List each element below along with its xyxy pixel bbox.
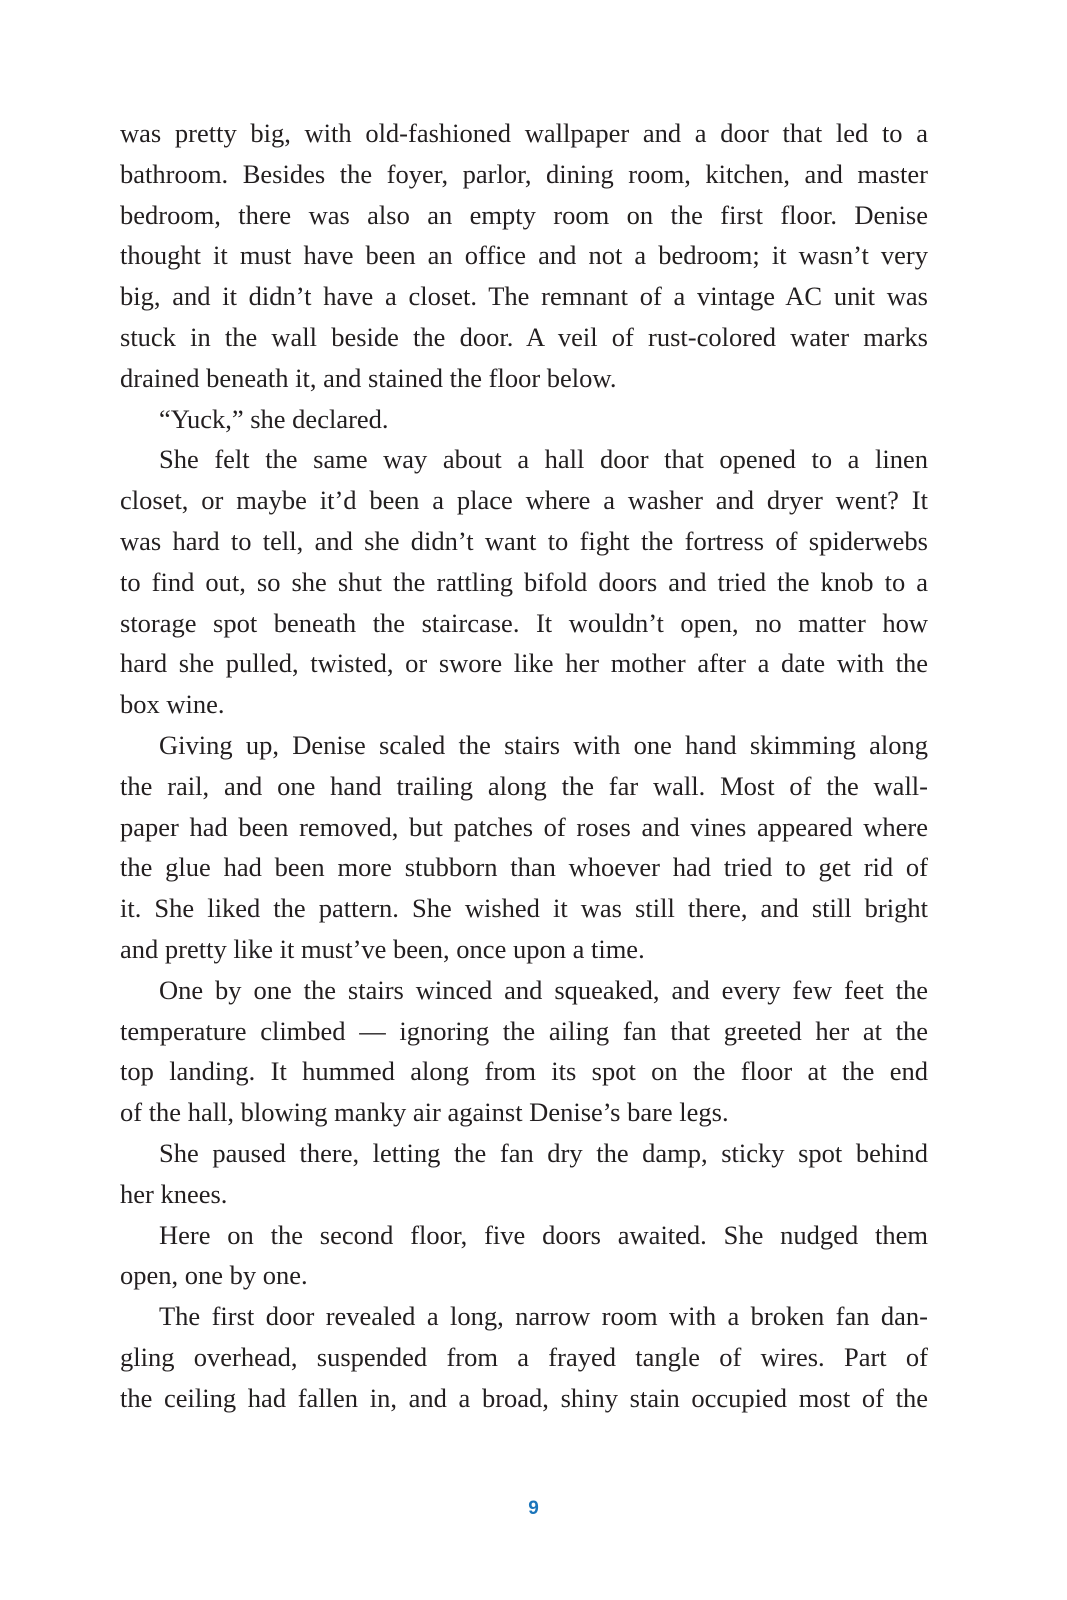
text-line: was hard to tell, and she didn’t want to fight the fortress of spiderwebs (120, 525, 928, 556)
text-line: it. She liked the pattern. She wished it was still there, and still bright (120, 893, 928, 924)
text-line: her knees. (120, 1178, 228, 1209)
text-line: was pretty big, with old-fashioned wallpaper and a door that led to a (120, 118, 928, 148)
text-line: the glue had been more stubborn than whoever had tried to get rid of (120, 852, 928, 883)
text-line: gling overhead, suspended from a frayed tangle of wires. Part of (120, 1341, 928, 1372)
text-line: stuck in the wall beside the door. A veil of rust-colored water marks (120, 321, 928, 352)
text-line: to find out, so she shut the rattling bifold doors and tried the knob to a (120, 566, 928, 597)
page-number: 9 (528, 1498, 539, 1519)
text-line: bedroom, there was also an empty room on the first floor. Denise (120, 199, 928, 230)
text-line: open, one by one. (120, 1260, 308, 1291)
text-line: “Yuck,” she declared. (159, 403, 389, 434)
text-line: and pretty like it must’ve been, once upon a time. (120, 933, 645, 964)
text-line: closet, or maybe it’d been a place where a washer and dryer went? It (120, 485, 928, 516)
text-line: thought it must have been an office and not a bedroom; it wasn’t very (120, 240, 928, 271)
text-line: bathroom. Besides the foyer, parlor, dining room, kitchen, and master (120, 158, 928, 189)
text-line: One by one the stairs winced and squeaked, and every few feet the (159, 974, 928, 1005)
text-line: the ceiling had fallen in, and a broad, shiny stain occupied most of the (120, 1382, 928, 1413)
text-line: the rail, and one hand trailing along the far wall. Most of the wall- (120, 770, 928, 801)
text-line: paper had been removed, but patches of roses and vines appeared where (120, 811, 928, 842)
text-line: hard she pulled, twisted, or swore like her mother after a date with the (120, 648, 928, 679)
text-line: Here on the second floor, five doors awaited. She nudged them (159, 1219, 928, 1250)
text-line: top landing. It hummed along from its spot on the floor at the end (120, 1056, 928, 1087)
text-line: Giving up, Denise scaled the stairs with one hand skimming along (159, 729, 928, 760)
text-line: drained beneath it, and stained the floor below. (120, 362, 617, 393)
text-line: storage spot beneath the staircase. It wouldn’t open, no matter how (120, 607, 928, 638)
text-line: The first door revealed a long, narrow room with a broken fan dan- (159, 1301, 928, 1332)
body-text (120, 113, 928, 1419)
text-line: She paused there, letting the fan dry the damp, sticky spot behind (159, 1137, 928, 1168)
text-line: She felt the same way about a hall door that opened to a linen (159, 444, 928, 475)
text-line: box wine. (120, 689, 225, 720)
text-line: big, and it didn’t have a closet. The remnant of a vintage AC unit was (120, 281, 928, 312)
text-line: of the hall, blowing manky air against Denise’s bare legs. (120, 1097, 729, 1128)
text-line: temperature climbed — ignoring the ailing fan that greeted her at the (120, 1015, 928, 1046)
